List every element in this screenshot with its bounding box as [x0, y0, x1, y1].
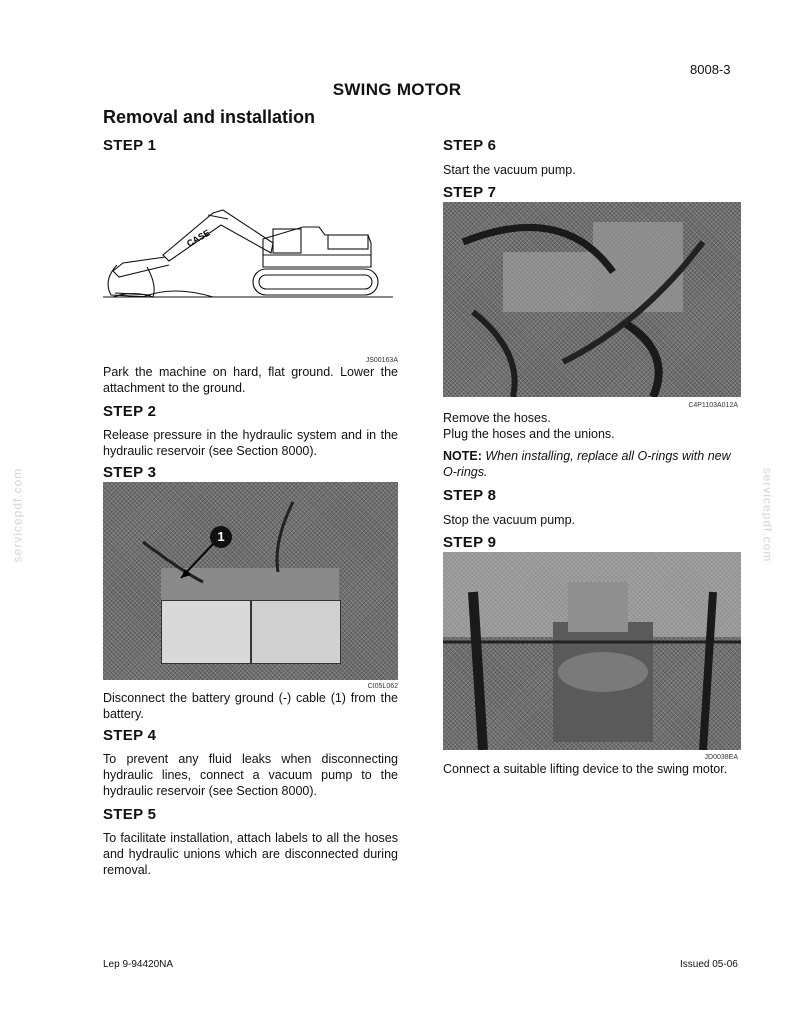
- note-label: NOTE:: [443, 449, 482, 463]
- swing-motor-photo: [443, 552, 741, 750]
- step-4-heading: STEP 4: [103, 727, 157, 744]
- step-6-text: Start the vacuum pump.: [443, 163, 576, 177]
- step-7-heading: STEP 7: [443, 184, 497, 201]
- step-7-note: [443, 448, 741, 480]
- battery-photo: [103, 482, 398, 680]
- excavator-drawing: [103, 205, 398, 305]
- step-9-text: Connect a suitable lifting device to the swing motor.: [443, 762, 728, 776]
- step-2-text: Release pressure in the hydraulic system and in the hydraulic reservoir (see Section 8000).: [103, 428, 398, 458]
- section-title: Removal and installation: [103, 107, 316, 127]
- watermark-right: servicepdf.com: [760, 467, 775, 563]
- step-5-heading: STEP 5: [103, 806, 157, 823]
- footer-left: Lep 9-94420NA: [103, 959, 174, 970]
- step-1-text: Park the machine on hard, flat ground. Lower the attachment to the ground.: [103, 365, 398, 395]
- step-1-heading: STEP 1: [103, 137, 157, 154]
- step-3-text: Disconnect the battery ground (-) cable (1) from the battery.: [103, 691, 398, 721]
- watermark-left: servicepdf.com: [10, 467, 25, 563]
- excavator-illustration: [103, 205, 398, 305]
- callout-circle: 1: [210, 526, 232, 548]
- cables-overlay: [103, 482, 398, 680]
- step-8-heading: STEP 8: [443, 487, 497, 504]
- step-7-text-2: Plug the hoses and the unions.: [443, 427, 615, 441]
- step-7-text-1: Remove the hoses.: [443, 411, 551, 425]
- excavator-logo-text: CASE: [185, 227, 212, 249]
- step-4-text: To prevent any fluid leaks when disconnecting hydraulic lines, connect a vacuum pump to the hydraulic reservoir (see Section 8000).: [103, 752, 398, 798]
- step-9-code: JD0038EA: [704, 754, 738, 761]
- step-8-text: Stop the vacuum pump.: [443, 513, 576, 527]
- footer-right: Issued 05-06: [680, 959, 738, 970]
- step-1-code: JS00163A: [365, 357, 398, 364]
- step-3-code: CI05L062: [367, 683, 398, 690]
- page-title: SWING MOTOR: [332, 80, 462, 99]
- step-9-heading: STEP 9: [443, 534, 497, 551]
- hoses-photo: [443, 202, 741, 397]
- page-number: 8008-3: [690, 62, 731, 77]
- motor-overlay: [443, 552, 741, 750]
- step-2-heading: STEP 2: [103, 403, 157, 420]
- step-7-code: C4P1103A012A: [688, 402, 738, 409]
- step-5-text: To facilitate installation, attach labels to all the hoses and hydraulic unions which are disconnected during removal.: [103, 831, 398, 877]
- hoses-overlay: [443, 202, 741, 397]
- note-text: When installing, replace all O-rings with new O-rings.: [443, 449, 731, 479]
- step-3-heading: STEP 3: [103, 464, 157, 481]
- step-6-heading: STEP 6: [443, 137, 497, 154]
